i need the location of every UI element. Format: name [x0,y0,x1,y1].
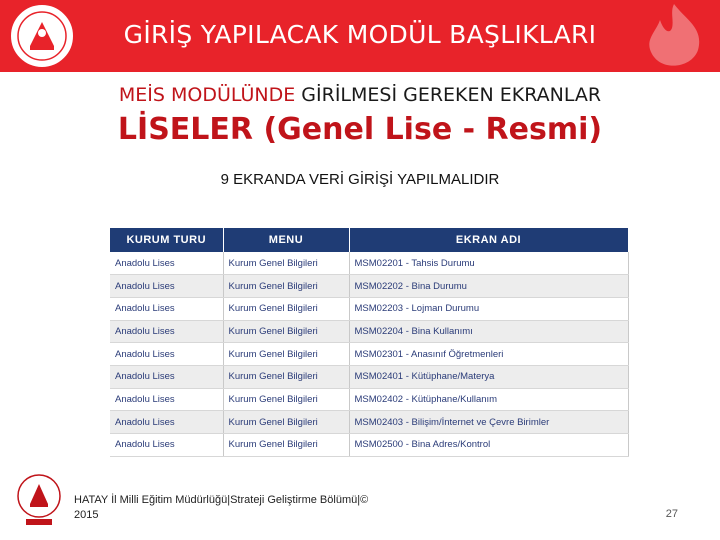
subtitle-rest: GİRİLMESİ GEREKEN EKRANLAR [295,84,602,106]
cell-kurum-turu: Anadolu Lises [110,365,223,388]
cell-menu: Kurum Genel Bilgileri [223,365,349,388]
cell-ekran-adi: MSM02202 - Bina Durumu [349,275,628,298]
cell-kurum-turu: Anadolu Lises [110,297,223,320]
cell-kurum-turu: Anadolu Lises [110,411,223,434]
cell-ekran-adi: MSM02401 - Kütüphane/Materya [349,365,628,388]
cell-menu: Kurum Genel Bilgileri [223,297,349,320]
cell-ekran-adi: MSM02201 - Tahsis Durumu [349,252,628,275]
cell-menu: Kurum Genel Bilgileri [223,252,349,275]
table-row [110,297,628,320]
cell-kurum-turu: Anadolu Lises [110,252,223,275]
header-bar [0,0,720,72]
subtitle-module-name: MEİS MODÜLÜNDE [118,84,296,106]
screens-table-container [110,228,628,456]
table-row [110,434,628,457]
page-number: 27 [665,508,678,520]
meb-small-logo-icon [16,472,62,528]
page-title: GİRİŞ YAPILACAK MODÜL BAŞLIKLARI [123,20,597,49]
footer-line-2: 2015 [74,509,99,521]
flame-icon [634,2,712,72]
table-row [110,252,628,275]
cell-ekran-adi: MSM02500 - Bina Adres/Kontrol [349,434,628,457]
table-row [110,365,628,388]
column-header-menu: MENU [223,228,349,252]
cell-menu: Kurum Genel Bilgileri [223,275,349,298]
cell-ekran-adi: MSM02204 - Bina Kullanımı [349,320,628,343]
cell-menu: Kurum Genel Bilgileri [223,388,349,411]
footer-credit [74,493,474,523]
cell-menu: Kurum Genel Bilgileri [223,434,349,457]
table-header-row [110,228,628,252]
cell-kurum-turu: Anadolu Lises [110,434,223,457]
cell-menu: Kurum Genel Bilgileri [223,343,349,366]
cell-kurum-turu: Anadolu Lises [110,343,223,366]
cell-menu: Kurum Genel Bilgileri [223,320,349,343]
column-header-kurum-turu: KURUM TURU [110,228,223,252]
main-title: LİSELER (Genel Lise - Resmi) [117,112,603,147]
cell-kurum-turu: Anadolu Lises [110,275,223,298]
table-row [110,411,628,434]
cell-menu: Kurum Genel Bilgileri [223,411,349,434]
cell-ekran-adi: MSM02403 - Bilişim/İnternet ve Çevre Birimler [349,411,628,434]
instruction-note: 9 EKRANDA VERİ GİRİŞİ YAPILMALIDIR [220,171,500,188]
footer-line-1: HATAY İl Milli Eğitim Müdürlüğü|Strateji Geliştirme Bölümü|© [74,494,369,506]
column-header-ekran-adi: EKRAN ADI [349,228,628,252]
section-subtitle [0,84,720,106]
table-row [110,343,628,366]
cell-kurum-turu: Anadolu Lises [110,388,223,411]
table-row [110,388,628,411]
cell-ekran-adi: MSM02203 - Lojman Durumu [349,297,628,320]
cell-ekran-adi: MSM02301 - Anasınıf Öğretmenleri [349,343,628,366]
table-row [110,320,628,343]
cell-ekran-adi: MSM02402 - Kütüphane/Kullanım [349,388,628,411]
cell-kurum-turu: Anadolu Lises [110,320,223,343]
table-row [110,275,628,298]
screens-table [110,228,629,457]
